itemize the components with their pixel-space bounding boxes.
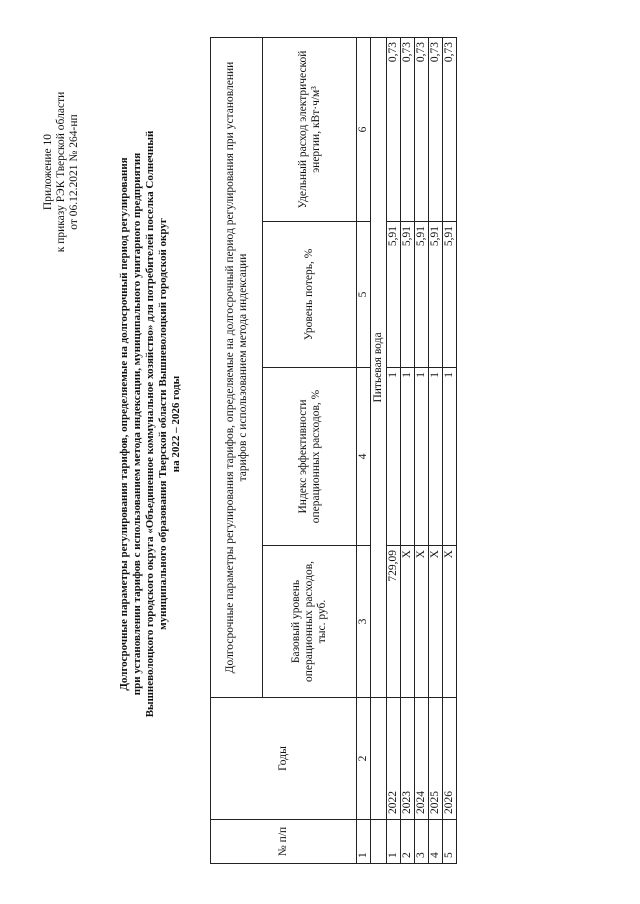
cell-base: Х (401, 546, 415, 698)
table-row (443, 37, 457, 863)
title-line-5: на 2022 – 2026 годы (170, 375, 182, 473)
header-energy: Удельный расход электрической энергии, кВт·ч/м³ (263, 37, 357, 221)
col-number: 3 (357, 546, 371, 698)
document-title (118, 14, 183, 834)
cell-year: 2023 (401, 698, 415, 820)
title-line-1: Долгосрочные параметры регулирования тарифов, определяемые на долгосрочный период регулирования (118, 157, 130, 691)
cell-index: 1 (401, 368, 415, 546)
col-number: 1 (357, 820, 371, 864)
cell-num: 4 (429, 820, 443, 864)
cell-num: 1 (387, 820, 401, 864)
cell-energy: 0,73 (429, 37, 443, 221)
cell-loss: 5,91 (415, 222, 429, 368)
cell-loss: 5,91 (401, 222, 415, 368)
col-number: 5 (357, 222, 371, 368)
table-row (429, 37, 443, 863)
col-number: 6 (357, 37, 371, 221)
header-num: № п/п (211, 820, 357, 864)
cell-year: 2024 (415, 698, 429, 820)
cell-year: 2026 (443, 698, 457, 820)
cell-num: 2 (401, 820, 415, 864)
table-row (415, 37, 429, 863)
col-number: 4 (357, 368, 371, 546)
cell-loss: 5,91 (429, 222, 443, 368)
cell-energy: 0,73 (387, 37, 401, 221)
cell-energy: 0,73 (401, 37, 415, 221)
cell-energy: 0,73 (443, 37, 457, 221)
header-base: Базовый уровень операционных расходов, тыс. руб. (263, 546, 357, 698)
tariff-parameters-table (210, 37, 457, 864)
title-line-4: муниципального образования Тверской области Вышневолоцкий городской округ (157, 218, 169, 630)
col-number: 2 (357, 698, 371, 820)
cell-index: 1 (443, 368, 457, 546)
table-row (387, 37, 401, 863)
cell-base: Х (429, 546, 443, 698)
appendix-line-3: от 06.12.2021 № 264-нп (68, 114, 80, 230)
appendix-line-2: к приказу РЭК Тверской области (55, 91, 67, 253)
title-line-3: Вышневолоцкого городского округа «Объединенное коммунальное хозяйство» для потребителей поселка Солнечный (144, 130, 156, 718)
cell-loss: 5,91 (387, 222, 401, 368)
cell-num: 5 (443, 820, 457, 864)
cell-index: 1 (387, 368, 401, 546)
section-title: Питьевая вода (371, 37, 387, 697)
header-loss: Уровень потерь, % (263, 222, 357, 368)
header-index: Индекс эффективности операционных расходов, % (263, 368, 357, 546)
appendix-line-1: Приложение 10 (42, 133, 54, 211)
appendix-block (42, 32, 81, 312)
cell-num: 3 (415, 820, 429, 864)
cell-base: Х (415, 546, 429, 698)
cell-index: 1 (415, 368, 429, 546)
section-row (371, 37, 387, 863)
header-years: Годы (211, 698, 357, 820)
cell-year: 2022 (387, 698, 401, 820)
title-line-2: при установлении тарифов с использованием метода индексации, муниципального унитарного предприятия (131, 152, 143, 696)
table-row (401, 37, 415, 863)
cell-base: Х (443, 546, 457, 698)
cell-loss: 5,91 (443, 222, 457, 368)
cell-index: 1 (429, 368, 443, 546)
header-group: Долгосрочные параметры регулирования тарифов, определяемые на долгосрочный период регулирования при установлении тарифов с использованием метода индексации (211, 37, 263, 697)
cell-base: 729,09 (387, 546, 401, 698)
cell-year: 2025 (429, 698, 443, 820)
column-index-row (357, 37, 371, 863)
cell-energy: 0,73 (415, 37, 429, 221)
